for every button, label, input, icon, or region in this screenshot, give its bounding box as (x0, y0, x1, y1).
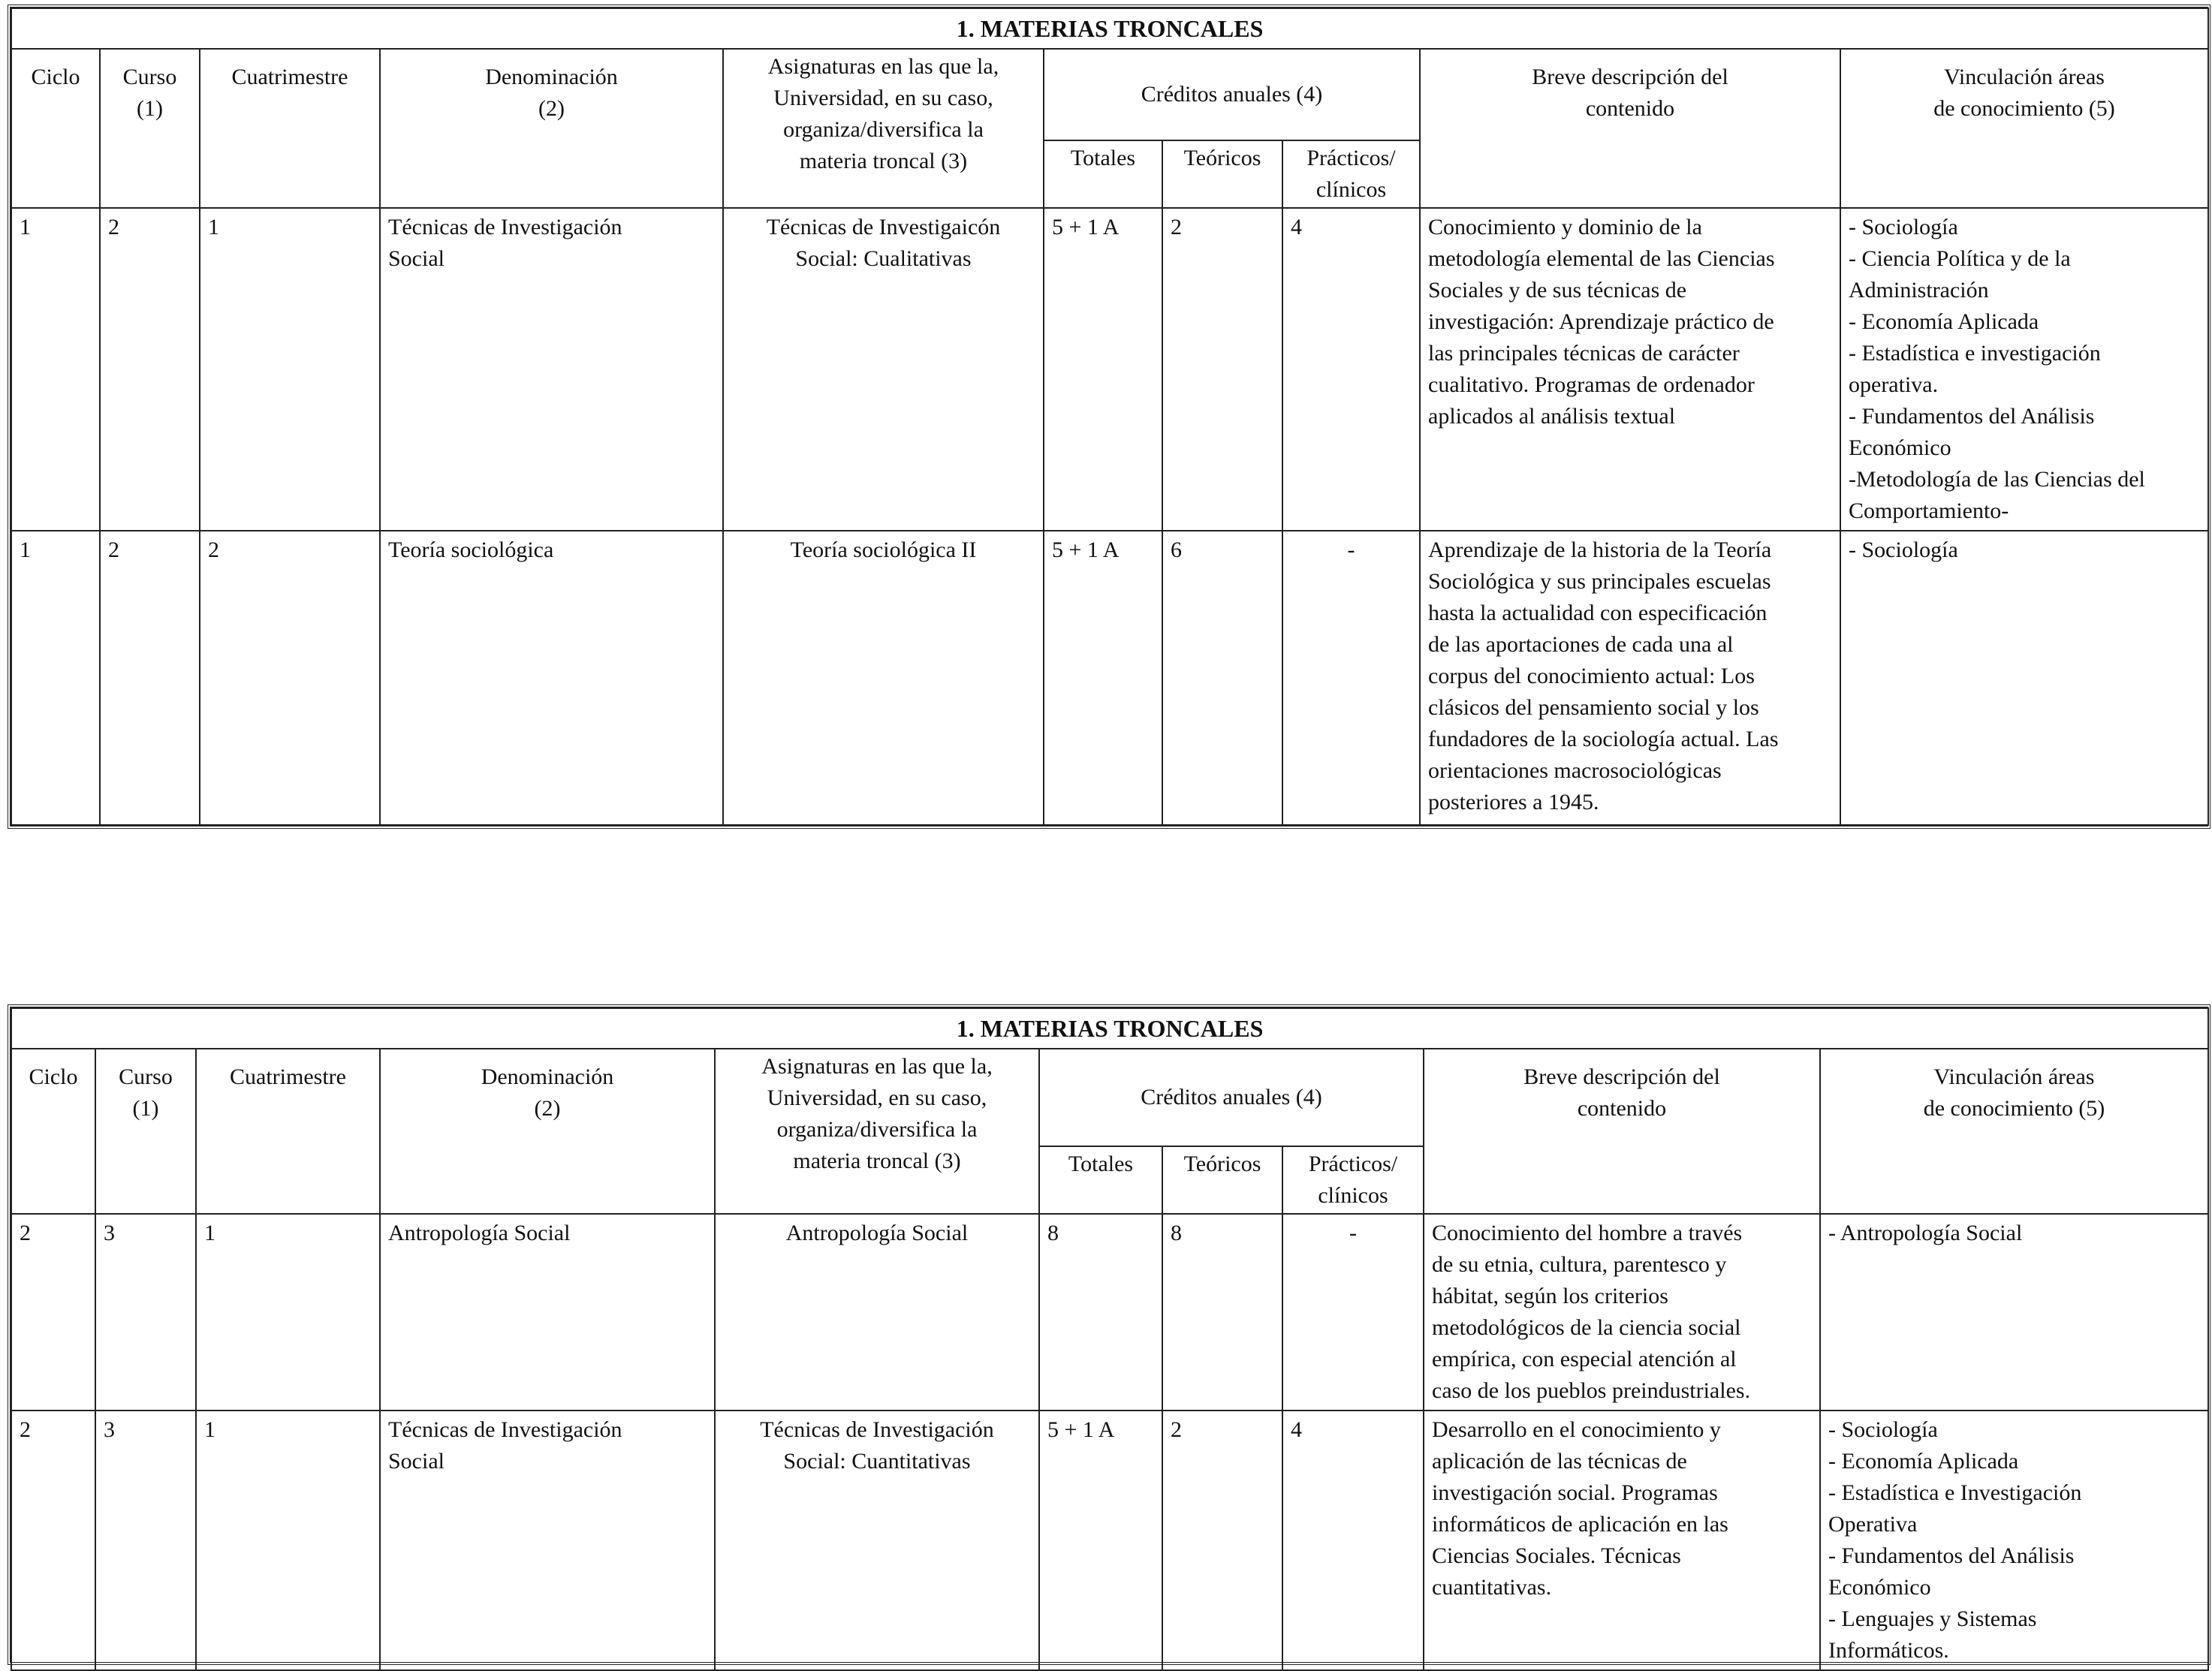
cell-denominacion: Técnicas de Investigación Social (380, 1411, 715, 1670)
cell-curso: 3 (95, 1214, 196, 1411)
cell-practicos: - (1282, 531, 1420, 825)
header-teoricos: Teóricos (1162, 140, 1282, 208)
cell-descripcion: Conocimiento del hombre a través de su etnia, cultura, parentesco y hábitat, según los criterios metodológicos de la ciencia social empírica, con especial atención al caso de los pueblos preindustriales. (1424, 1214, 1820, 1411)
header-cuatrimestre: Cuatrimestre (196, 1049, 380, 1214)
cell-curso: 3 (95, 1411, 196, 1670)
cell-practicos: 4 (1282, 1411, 1424, 1670)
header-creditos: Créditos anuales (4) (1039, 1049, 1424, 1146)
cell-vinculacion: - Sociología - Ciencia Política y de la Administración - Economía Aplicada - Estadística e investigación operativa. - Fundamentos del Análisis Económico -Metodología de las Ciencias del Comportamiento- (1840, 208, 2208, 531)
header-asignaturas: Asignaturas en las que la, Universidad, en su caso, organiza/diversifica la materia troncal (3) (723, 49, 1044, 208)
header-ciclo: Ciclo (11, 49, 100, 208)
cell-descripcion: Desarrollo en el conocimiento y aplicación de las técnicas de investigación social. Programas informáticos de aplicación en las Ciencias Sociales. Técnicas cuantitativas. (1424, 1411, 1820, 1670)
cell-ciclo: 1 (11, 531, 100, 825)
cell-totales: 5 + 1 A (1039, 1411, 1162, 1670)
cell-denominacion: Teoría sociológica (380, 531, 723, 825)
header-totales: Totales (1044, 140, 1162, 208)
cell-cuatrimestre: 1 (200, 208, 380, 531)
header-denominacion: Denominación (2) (380, 1049, 715, 1214)
cell-teoricos: 2 (1162, 1411, 1282, 1670)
cell-ciclo: 2 (11, 1214, 95, 1411)
header-curso: Curso (1) (100, 49, 200, 208)
materias-troncales-table-1 (8, 5, 2210, 829)
table-title: 1. MATERIAS TRONCALES (11, 1008, 2208, 1049)
cell-asignaturas: Teoría sociológica II (723, 531, 1044, 825)
header-curso: Curso (1) (95, 1049, 196, 1214)
cell-denominacion: Antropología Social (380, 1214, 715, 1411)
cell-totales: 5 + 1 A (1044, 531, 1162, 825)
cell-curso: 2 (100, 208, 200, 531)
cell-practicos: 4 (1282, 208, 1420, 531)
table-title: 1. MATERIAS TRONCALES (11, 8, 2208, 49)
cell-teoricos: 8 (1162, 1214, 1282, 1411)
header-denominacion: Denominación (2) (380, 49, 723, 208)
table-grid (11, 1007, 2209, 1671)
cell-cuatrimestre: 1 (196, 1214, 380, 1411)
header-asignaturas: Asignaturas en las que la, Universidad, en su caso, organiza/diversifica la materia troncal (3) (715, 1049, 1039, 1214)
cell-asignaturas: Técnicas de Investigaicón Social: Cualitativas (723, 208, 1044, 531)
cell-asignaturas: Antropología Social (715, 1214, 1039, 1411)
cell-ciclo: 2 (11, 1411, 95, 1670)
cell-teoricos: 6 (1162, 531, 1282, 825)
table-row (11, 1214, 2208, 1411)
header-vinculacion: Vinculación áreas de conocimiento (5) (1840, 49, 2208, 208)
header-totales: Totales (1039, 1146, 1162, 1214)
cell-descripcion: Aprendizaje de la historia de la Teoría Sociológica y sus principales escuelas hasta la actualidad con especificación de las aportaciones de cada una al corpus del conocimiento actual: Los clásicos del pensamiento social y los fundadores de la sociología actual. Las orientaciones macrosociológicas posteriores a 1945. (1420, 531, 1840, 825)
cell-teoricos: 2 (1162, 208, 1282, 531)
table-grid (11, 8, 2209, 826)
cell-totales: 8 (1039, 1214, 1162, 1411)
header-creditos: Créditos anuales (4) (1044, 49, 1420, 140)
cell-vinculacion: - Sociología (1840, 531, 2208, 825)
cell-cuatrimestre: 1 (196, 1411, 380, 1670)
table-row (11, 208, 2208, 531)
cell-vinculacion: - Antropología Social (1820, 1214, 2208, 1411)
cell-denominacion: Técnicas de Investigación Social (380, 208, 723, 531)
table-row (11, 531, 2208, 825)
cell-practicos: - (1282, 1214, 1424, 1411)
header-practicos: Prácticos/ clínicos (1282, 140, 1420, 208)
cell-vinculacion: - Sociología - Economía Aplicada - Estadística e Investigación Operativa - Fundamentos del Análisis Económico - Lenguajes y Sistemas Informáticos. (1820, 1411, 2208, 1670)
header-vinculacion: Vinculación áreas de conocimiento (5) (1820, 1049, 2208, 1214)
cell-cuatrimestre: 2 (200, 531, 380, 825)
cell-asignaturas: Técnicas de Investigación Social: Cuantitativas (715, 1411, 1039, 1670)
cell-curso: 2 (100, 531, 200, 825)
table-row (11, 1411, 2208, 1670)
header-descripcion: Breve descripción del contenido (1420, 49, 1840, 208)
cell-totales: 5 + 1 A (1044, 208, 1162, 531)
materias-troncales-table-2 (8, 1004, 2210, 1665)
header-teoricos: Teóricos (1162, 1146, 1282, 1214)
header-practicos: Prácticos/ clínicos (1282, 1146, 1424, 1214)
cell-descripcion: Conocimiento y dominio de la metodología elemental de las Ciencias Sociales y de sus técnicas de investigación: Aprendizaje práctico de las principales técnicas de carácter cualitativo. Programas de ordenador aplicados al análisis textual (1420, 208, 1840, 531)
header-ciclo: Ciclo (11, 1049, 95, 1214)
header-descripcion: Breve descripción del contenido (1424, 1049, 1820, 1214)
cell-ciclo: 1 (11, 208, 100, 531)
header-cuatrimestre: Cuatrimestre (200, 49, 380, 208)
